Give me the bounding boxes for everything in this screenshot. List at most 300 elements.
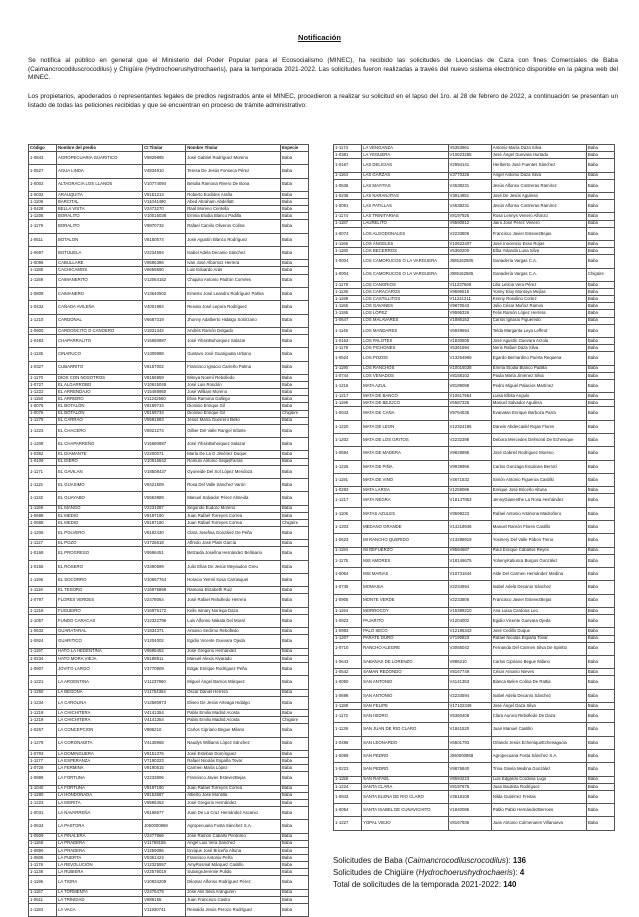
cell-property: EL MEDIO — [57, 519, 143, 526]
cell-code: 1-0524 — [334, 352, 362, 365]
cell-code: 1-1224 — [334, 783, 362, 790]
table-row — [334, 628, 615, 635]
table-row — [334, 372, 615, 379]
cell-property: SAN RAFAEL — [362, 776, 448, 783]
cell-id: V9590812 — [448, 220, 491, 227]
table-row — [29, 152, 309, 165]
cell-owner: Dilomar Alfonso Rodríguez Pérez — [186, 876, 281, 889]
cell-species: Baba — [586, 607, 614, 614]
cell-property: EL DIERO — [57, 458, 143, 465]
cell-species: Baba — [280, 750, 308, 757]
table-row — [29, 465, 309, 478]
cell-property: LAURELITO — [362, 220, 448, 227]
table-row — [29, 540, 309, 547]
chiguire-total-count: 4 — [519, 868, 525, 877]
cell-property: LA YEGUERA — [362, 152, 448, 159]
cell-owner: Raúl Moreno Centella — [186, 206, 281, 213]
cell-id: V9594687 — [448, 547, 491, 554]
cell-code: 1-0688 — [29, 519, 57, 526]
table-row — [334, 817, 615, 830]
cell-property: LA TRINIDAD — [57, 896, 143, 903]
cell-property: MATA DE BANCO — [362, 393, 448, 400]
cell-code: 1-1188 — [334, 702, 362, 709]
cell-species: Baba — [280, 847, 308, 854]
cell-code: 1-0547 — [334, 317, 362, 324]
cell-species: Baba — [280, 465, 308, 478]
cell-species: Baba — [280, 904, 308, 917]
cell-code: 1-0050 — [334, 676, 362, 689]
cell-species: Baba — [280, 676, 308, 689]
cell-species: Baba — [586, 241, 614, 248]
cell-property: ALTAGRACIA LOS LLANOS — [57, 178, 143, 191]
table-row — [29, 648, 309, 655]
cell-id: V11237569 — [448, 281, 491, 288]
cell-owner: José Ángel Daza Silva — [491, 702, 586, 709]
cell-code: 1-1169 — [29, 505, 57, 512]
cell-code: 1-0594 — [334, 447, 362, 460]
cell-owner: César Antonio Nieves — [491, 669, 586, 676]
cell-owner: Luisa Elbita Angulo — [491, 393, 586, 400]
cell-code: 1-1207 — [334, 635, 362, 642]
cell-code: 1-1179 — [29, 220, 57, 233]
table-row — [334, 193, 615, 200]
cell-id: V8190515 — [143, 765, 186, 772]
table-row — [334, 642, 615, 655]
cell-code: 1-0064 — [334, 568, 362, 581]
cell-property: LOS CASTILLITOS — [362, 296, 448, 303]
cell-species: Baba — [280, 806, 308, 819]
cell-owner: Egidio Vicente Guevara Ojeda — [186, 635, 281, 648]
cell-species: Baba — [280, 709, 308, 716]
cell-id: V12064152 — [143, 274, 186, 287]
cell-property: MATA DE LOS GRITOS — [362, 434, 448, 447]
cell-property: AGROPECUARIA GUARITICO — [57, 152, 143, 165]
cell-id: V1886153 — [448, 317, 491, 324]
cell-id: V8167749 — [448, 669, 491, 676]
table-row — [334, 179, 615, 192]
cell-property: MI REFUERZO — [362, 547, 448, 554]
cell-owner: Francisco Javier EstevezBejas — [186, 772, 281, 785]
cell-owner: Manuel Ramón Flores Castillo — [491, 521, 586, 534]
cell-species: Baba — [280, 547, 308, 560]
baba-total-count: 136 — [512, 856, 527, 865]
table-row — [29, 396, 309, 403]
cell-property: LOS GAVANES — [362, 303, 448, 310]
cell-id: V1834371 — [143, 628, 186, 635]
cell-owner: Luis Edgardo Cordova Lugo — [491, 776, 586, 783]
cell-species: Chigüire — [280, 717, 308, 724]
table-row — [29, 206, 309, 213]
cell-owner: José William Moreno — [186, 389, 281, 396]
cell-id: V8694223 — [448, 776, 491, 783]
table-row — [29, 451, 309, 458]
cell-owner: Rafael Antonio Artahona Madroñero — [491, 507, 586, 520]
cell-property: SAN ANTONIO — [362, 689, 448, 702]
table-row — [334, 172, 615, 179]
cell-code: 1-0002 — [29, 178, 57, 191]
cell-owner: Teresa De Jesús Fonseca Pérez — [186, 165, 281, 178]
cell-owner: Juan Rafael Torreyes Correa — [186, 519, 281, 526]
cell-species: Baba — [586, 145, 614, 152]
cell-owner: Emma Elodia Blanco Padilla — [491, 365, 586, 372]
cell-id: V16976172 — [143, 607, 186, 614]
cell-code: 1-0043 — [334, 407, 362, 420]
cell-property: LOS MALAVARES — [362, 317, 448, 324]
cell-code: 1-0109 — [29, 458, 57, 465]
cell-property: BORALITO — [57, 220, 143, 233]
table-row — [334, 635, 615, 642]
cell-owner: María De La O Jiménez Duque — [186, 451, 281, 458]
cell-code: 1-1223 — [29, 424, 57, 437]
cell-property: PAJARITO — [362, 615, 448, 628]
cell-owner: Julio Elías De Jesús Meyaudon Greu — [186, 560, 281, 573]
cell-species: Baba — [280, 820, 308, 833]
table-row — [29, 492, 309, 505]
cell-id: V9870732 — [143, 220, 186, 233]
table-row — [334, 227, 615, 240]
cell-property: MORROCOY — [362, 607, 448, 614]
cell-owner: Francisco Javier EstevezBejas — [491, 227, 586, 240]
cell-property: LOS POZOS — [362, 352, 448, 365]
cell-property: LA BEGOÑA — [57, 689, 143, 696]
page-title: Notificación — [298, 33, 341, 42]
table-row — [29, 458, 309, 465]
cell-code: 1-0076 — [29, 403, 57, 410]
cell-code: 1-0362 — [29, 451, 57, 458]
cell-code: 1-1164 — [334, 172, 362, 179]
table-row — [334, 213, 615, 220]
table-row — [334, 200, 615, 213]
cell-species: Baba — [586, 179, 614, 192]
cell-code: 1-1217 — [334, 494, 362, 507]
cell-species: Baba — [586, 776, 614, 783]
cell-owner: Dionisio Enrique Gil — [186, 403, 281, 410]
cell-id: V3770909 — [143, 662, 186, 675]
cell-property: MATA DE BEJUCO — [362, 400, 448, 407]
cell-owner: José Agustín Blanco Rodríguez — [186, 233, 281, 246]
cell-id: V11044490 — [143, 199, 186, 206]
table-row — [29, 178, 309, 191]
cell-species: Baba — [280, 655, 308, 662]
table-row — [29, 862, 309, 869]
cell-species: Baba — [586, 676, 614, 689]
cell-id: V8189098 — [448, 379, 491, 392]
cell-species: Baba — [586, 289, 614, 296]
table-row — [334, 460, 615, 473]
cell-code: 1-1217 — [334, 393, 362, 400]
cell-owner: Reinaldo Jesús Perozo Rodríguez — [186, 904, 281, 917]
cell-property: EL SOCORRO — [57, 574, 143, 587]
cell-species: Baba — [280, 696, 308, 709]
cell-species: Baba — [586, 227, 614, 240]
cell-id: V15680887 — [143, 438, 186, 451]
cell-species: Baba — [586, 783, 614, 790]
cell-code: 1-0091 — [334, 200, 362, 213]
table-row — [29, 410, 309, 417]
cell-property: SAN PEDRO — [362, 763, 448, 776]
table-row — [334, 676, 615, 689]
cell-property: JOVITO LARGO — [57, 662, 143, 675]
cell-owner: Julio César Muñoz Ramos — [491, 303, 586, 310]
cell-code: 1-1146 — [334, 324, 362, 337]
cell-species: Baba — [280, 233, 308, 246]
cell-owner: Agropecuaria Fosta Sánchez S.A. — [491, 750, 586, 763]
table-row — [29, 750, 309, 757]
cell-species: Baba — [280, 220, 308, 233]
table-row — [334, 710, 615, 723]
cell-species: Baba — [280, 737, 308, 750]
cell-id: V5361424 — [143, 855, 186, 862]
cell-owner: Rafael Nicolás España Tovar — [186, 757, 281, 764]
cell-code: 1-0793 — [29, 750, 57, 757]
cell-owner: José Inocencio Esso Rojas — [491, 241, 586, 248]
cell-owner: Pablo Emilio Madrid Acosta — [186, 709, 281, 716]
table-row — [29, 635, 309, 648]
cell-code: 1-1172 — [334, 710, 362, 723]
cell-species: Baba — [586, 628, 614, 635]
cell-id: V9764535 — [448, 407, 491, 420]
cell-owner: Kelis Ismary Noriega Daza — [186, 607, 281, 614]
cell-species: Baba — [280, 785, 308, 792]
cell-id: V5361594 — [448, 345, 491, 352]
cell-code: 1-1279 — [29, 417, 57, 424]
cell-property: PARATE DURO — [362, 635, 448, 642]
cell-property: SAN PEDRO — [362, 750, 448, 763]
cell-owner: Jairo José Pérez Venero — [491, 220, 586, 227]
cell-property: SAMAN REDONDO — [362, 669, 448, 676]
table-row — [29, 614, 309, 627]
cell-property: EL GUASIMO — [57, 479, 143, 492]
cell-code: 1-1223 — [29, 799, 57, 806]
cell-property: LAS DELICIAS — [362, 159, 448, 172]
table-row — [334, 736, 615, 749]
table-row — [334, 487, 615, 494]
cell-owner: Isabel Adela Decanio Sánchez — [491, 581, 586, 594]
cell-id: V10774094 — [143, 178, 186, 191]
cell-code: 1-1208 — [29, 438, 57, 451]
cell-species: Baba — [586, 487, 614, 494]
cell-property: YOPAL VIEJO — [362, 817, 448, 830]
cell-owner: Francisco Javier EstevezBejas — [491, 594, 586, 607]
cell-owner: AmyRosmal Márquez Castillo — [186, 862, 281, 869]
cell-property: EL GAVILAN — [57, 465, 143, 478]
cell-species: Baba — [280, 479, 308, 492]
cell-species: Baba — [280, 889, 308, 896]
cell-code: 1-0643 — [334, 655, 362, 668]
cell-id: V11754364 — [143, 689, 186, 696]
cell-owner: Gyoneide Del Sol López Mendoza — [186, 465, 281, 478]
cell-property: EL MANGO — [57, 505, 143, 512]
cell-property: LA ARGENTINA — [57, 676, 143, 689]
cell-species: Baba — [280, 574, 308, 587]
cell-property: BARCITAL — [57, 199, 143, 206]
cell-owner: Pablo Pablo HernándezBerroes — [491, 804, 586, 817]
table-row — [334, 289, 615, 296]
cell-code: 1-1169 — [29, 274, 57, 287]
cell-code: 1-0924 — [29, 635, 57, 648]
cell-species: Baba — [280, 199, 308, 206]
cell-property: LA TIGRA — [57, 876, 143, 889]
cell-id: V2234594 — [448, 581, 491, 594]
table-row — [29, 717, 309, 724]
cell-owner: Telda Margarita Leya Leffeut — [491, 324, 586, 337]
cell-id: V9595452 — [143, 799, 186, 806]
cell-code: 1-1115 — [29, 479, 57, 492]
cell-id: V18147853 — [448, 494, 491, 507]
cell-species: Baba — [280, 267, 308, 274]
cell-owner: Francisco Antonio Peña — [186, 855, 281, 862]
cell-code: 1-1220 — [334, 420, 362, 433]
cell-property: EL POLVERO — [57, 527, 143, 540]
cell-owner: Horacio Yermil Sosa Carrasquel — [186, 574, 281, 587]
cell-species: Baba — [280, 757, 308, 764]
cell-species: Baba — [280, 438, 308, 451]
cell-owner: José Ramón Caballo Perdomo — [186, 833, 281, 840]
cell-property: LAS MAYITAS — [362, 179, 448, 192]
table-row — [29, 662, 309, 675]
cell-property: LOS CARACAROS — [362, 289, 448, 296]
cell-code: 1-1216 — [334, 379, 362, 392]
table-row — [29, 904, 309, 917]
cell-species: Baba — [586, 521, 614, 534]
cell-owner: Ramona Elizabeth Ruiz — [186, 587, 281, 594]
table-row — [29, 792, 309, 799]
cell-owner: Egardo Bernardino Puerta Requena — [491, 352, 586, 365]
table-row — [29, 876, 309, 889]
cell-code: 1-0267 — [29, 724, 57, 737]
cell-property: EL ROSERO — [57, 560, 143, 573]
cell-owner: Mireya Noemí Rebolledo — [186, 374, 281, 381]
season-total-label: Total de solicitudes de la temporada 2021-2022: — [333, 880, 504, 889]
cell-species: Baba — [280, 869, 308, 876]
cell-property: GUARATARAL — [57, 628, 143, 635]
cell-id: V15399210 — [448, 607, 491, 614]
cell-code: 1-1221 — [29, 676, 57, 689]
cell-code: 1-1040 — [29, 785, 57, 792]
cell-code: 1-0074 — [334, 227, 362, 240]
cell-property: MIS AMORES — [362, 554, 448, 567]
cell-owner: Chiquito Antonio Padrón Correles — [186, 274, 281, 287]
cell-property: SAN FELIPE — [362, 702, 448, 709]
cell-id: V4138968 — [143, 737, 186, 750]
cell-owner: Abed Abraham Abdelfatt — [186, 199, 281, 206]
cell-id: V10657764 — [143, 574, 186, 587]
cell-species: Baba — [280, 301, 308, 314]
cell-code: 1-0428 — [29, 206, 57, 213]
table-row — [334, 594, 615, 607]
cell-property: SANTA ELENA DE RIO CLARO — [362, 790, 448, 803]
cell-property: EL POZO — [57, 540, 143, 547]
cell-property: EL CHAPARREÑO — [57, 438, 143, 451]
cell-id: V11769155 — [143, 840, 186, 847]
cell-species: Baba — [280, 662, 308, 675]
table-row — [334, 281, 615, 288]
cell-code: 1-1260 — [29, 689, 57, 696]
cell-species: Baba — [586, 303, 614, 310]
cell-species: Baba — [586, 372, 614, 379]
cell-id: V16975898 — [143, 587, 186, 594]
table-row — [334, 750, 615, 763]
cell-owner: Francisco Ignacio Carreño Palma — [186, 361, 281, 374]
cell-property: MEDANO GRANDE — [362, 521, 448, 534]
table-row — [29, 417, 309, 424]
table-row — [334, 776, 615, 783]
cell-id: V3728618 — [143, 540, 186, 547]
cell-owner: Edgar Enrique Rodríguez Peña — [186, 662, 281, 675]
cell-id: V9939956 — [448, 460, 491, 473]
cell-id: V5921274 — [143, 424, 186, 437]
cell-code: 1-1279 — [29, 737, 57, 750]
cell-owner: José Agustín Guevara Arzola — [491, 338, 586, 345]
cell-owner: Clara Josefina González De Peña — [186, 527, 281, 540]
cell-id: V9596386 — [143, 260, 186, 267]
cell-id: V15488950 — [143, 389, 186, 396]
table-row — [334, 547, 615, 554]
baba-species-name: Caimancrocodiluscrocodilus — [407, 856, 506, 865]
cell-code: 1-0511 — [29, 233, 57, 246]
totals-summary — [333, 855, 526, 891]
cell-owner: Betulia Ramona Rivero De Bona — [186, 178, 281, 191]
cell-id: V8197675 — [448, 783, 491, 790]
cell-owner: José Rafael Rebolledo Herrera — [186, 594, 281, 607]
cell-species: Baba — [586, 255, 614, 268]
cell-property: LAS PATILLAS — [362, 200, 448, 213]
cell-owner: Manuel Alexis Alvarado — [186, 655, 281, 662]
cell-property: EL ARRENDAJO — [57, 389, 143, 396]
table-row — [29, 220, 309, 233]
cell-code: 1-0542 — [334, 669, 362, 676]
cell-id: V6687319 — [143, 314, 186, 327]
cell-owner: Antonio Seclimo Rebolledo — [186, 628, 281, 635]
cell-id: V2200071 — [143, 451, 186, 458]
cell-species: Baba — [586, 172, 614, 179]
table-row — [334, 400, 615, 407]
table-row — [334, 702, 615, 709]
cell-species: Baba — [586, 393, 614, 400]
table-row — [29, 574, 309, 587]
table-row — [334, 804, 615, 817]
cell-property: LA MORITA — [57, 799, 143, 806]
cell-code: 1-0167 — [334, 159, 362, 172]
cell-owner: YohenyKatiusca Burgos González — [491, 554, 586, 567]
cell-code: 1-1171 — [29, 465, 57, 478]
cell-owner: Luis Eduardo Arás — [186, 267, 281, 274]
cell-id: V886165 — [143, 896, 186, 903]
cell-owner: Nilda Gutiérrez Freitas — [491, 790, 586, 803]
cell-species: Baba — [280, 191, 308, 198]
cell-owner: SulangeJeremie Pulido — [186, 869, 281, 876]
table-row — [29, 737, 309, 750]
cell-owner: Heriberto José Fuentes Sánchez — [491, 159, 586, 172]
cell-property: EL BOTALÓN — [57, 403, 143, 410]
cell-code: 1-0432 — [29, 301, 57, 314]
cell-id: V1840086 — [448, 804, 491, 817]
cell-species: Baba — [280, 772, 308, 785]
cell-species: Baba — [586, 568, 614, 581]
cell-id: V10617564 — [448, 393, 491, 400]
table-row — [334, 152, 615, 159]
cell-species: Baba — [586, 281, 614, 288]
cell-owner: Felix Ramón López Herrera — [491, 310, 586, 317]
cell-id: V3390599 — [143, 560, 186, 573]
table-row — [29, 696, 309, 709]
table-row — [29, 628, 309, 635]
cell-code: 1-0032 — [29, 191, 57, 198]
cell-owner: Carlos Cipriano Begue Milano — [491, 655, 586, 668]
cell-id: V14218946 — [448, 521, 491, 534]
cell-species: Baba — [280, 348, 308, 361]
cell-property: MONTE VERDE — [362, 594, 448, 607]
